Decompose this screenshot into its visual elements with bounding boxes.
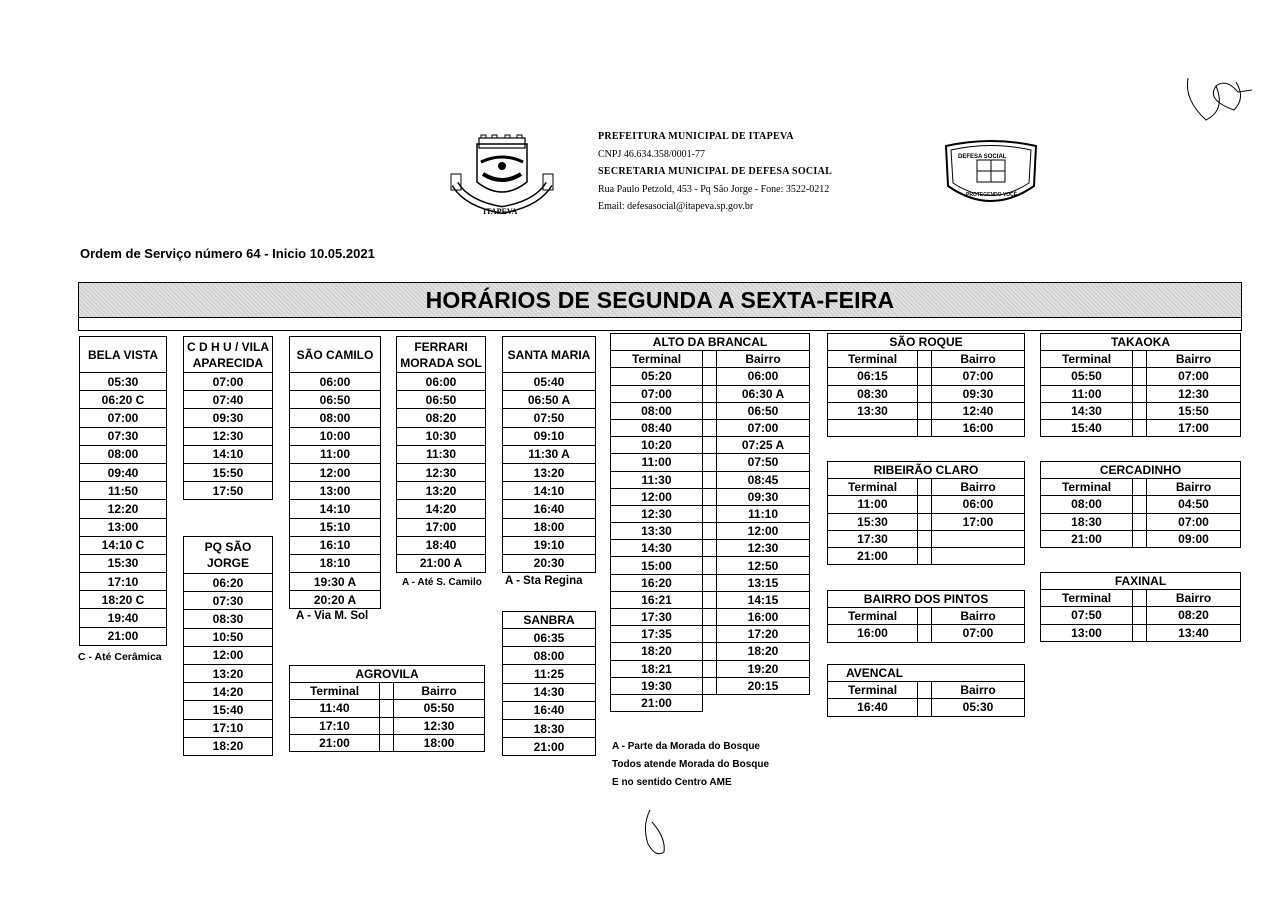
time-cell: 10:50	[183, 629, 273, 647]
sao-roque-title: SÃO ROQUE	[828, 334, 1025, 351]
table-cell: 19:20	[717, 660, 810, 677]
time-cell: 18:20	[183, 738, 273, 756]
time-cell: 16:10	[289, 537, 381, 555]
table-cell: 16:00	[717, 609, 810, 626]
time-cell: 06:50	[396, 391, 486, 409]
table-cell: 08:00	[1041, 496, 1133, 513]
col-bairro: Bairro	[1147, 351, 1241, 368]
ferrari-title-line-1: FERRARI	[414, 339, 468, 354]
time-cell: 13:20	[396, 482, 486, 500]
time-cell: 06:20 C	[79, 391, 167, 409]
table-cell: 16:20	[611, 574, 703, 591]
col-bairro: Bairro	[1147, 479, 1241, 496]
time-cell: 16:40	[502, 500, 596, 518]
ribeirao-claro-table	[827, 461, 1025, 565]
cercadinho-table	[1040, 461, 1241, 548]
table-cell: 16:00	[932, 419, 1025, 436]
time-cell: 05:30	[79, 373, 167, 391]
time-cell: 06:20	[183, 574, 273, 592]
table-cell: 09:00	[1147, 530, 1241, 547]
bela-vista-note: C - Até Cerâmica	[78, 651, 162, 663]
takaoka-table	[1040, 333, 1241, 437]
table-cell: 12:40	[932, 402, 1025, 419]
table-cell: 12:00	[611, 488, 703, 505]
col-terminal: Terminal	[828, 682, 918, 699]
time-cell: 09:30	[183, 409, 273, 427]
time-cell: 11:30	[396, 446, 486, 464]
time-cell: 18:00	[502, 519, 596, 537]
table-cell: 18:20	[611, 643, 703, 660]
time-cell: 11:25	[502, 665, 596, 683]
time-cell: 15:50	[183, 464, 273, 482]
time-cell: 13:00	[289, 482, 381, 500]
table-cell: 13:30	[828, 402, 918, 419]
time-cell: 15:10	[289, 519, 381, 537]
table-cell: 06:00	[717, 368, 810, 385]
table-cell: 05:50	[394, 700, 485, 717]
table-cell: 15:30	[828, 513, 918, 530]
table-cell: 07:00	[932, 625, 1025, 642]
table-cell: 05:20	[611, 368, 703, 385]
col-bairro: Bairro	[932, 479, 1025, 496]
table-cell: 20:15	[717, 677, 810, 694]
time-cell: 09:10	[502, 428, 596, 446]
table-cell: 08:20	[1147, 607, 1241, 624]
takaoka-title: TAKAOKA	[1041, 334, 1241, 351]
time-cell: 12:30	[183, 428, 273, 446]
time-cell: 18:10	[289, 555, 381, 573]
table-cell: 07:00	[611, 385, 703, 402]
table-cell: 11:30	[611, 471, 703, 488]
col-bairro: Bairro	[932, 682, 1025, 699]
table-cell: 04:50	[1147, 496, 1241, 513]
bela-vista-title: BELA VISTA	[79, 336, 167, 373]
table-cell: 15:50	[1147, 402, 1241, 419]
table-cell: 13:00	[1041, 624, 1133, 641]
agrovila-title: AGROVILA	[290, 666, 485, 683]
sanbra-title: SANBRA	[502, 611, 596, 629]
table-cell: 16:40	[828, 699, 918, 716]
sao-camilo-title: SÃO CAMILO	[289, 336, 381, 373]
time-cell: 12:30	[396, 464, 486, 482]
table-cell: 16:21	[611, 591, 703, 608]
time-cell: 06:35	[502, 629, 596, 647]
table-cell	[932, 530, 1025, 547]
defesa-social-seal	[942, 138, 1040, 208]
time-cell: 08:00	[502, 647, 596, 665]
time-cell: 06:00	[289, 373, 381, 391]
table-cell: 21:00	[611, 694, 703, 711]
col-terminal: Terminal	[1041, 479, 1133, 496]
table-cell: 13:40	[1147, 624, 1241, 641]
time-cell: 21:00 A	[396, 555, 486, 573]
time-cell: 14:10	[502, 482, 596, 500]
bairro-dos-pintos-title: BAIRRO DOS PINTOS	[828, 591, 1025, 608]
table-cell	[828, 419, 918, 436]
cdhu-title-line-1: C D H U / VILA	[186, 339, 269, 354]
time-cell: 11:50	[79, 482, 167, 500]
table-cell: 13:15	[717, 574, 810, 591]
agrovila-table	[289, 665, 485, 752]
time-cell: 09:40	[79, 464, 167, 482]
faxinal-title: FAXINAL	[1041, 573, 1241, 590]
time-cell: 08:00	[289, 409, 381, 427]
santa-maria-column	[502, 336, 596, 573]
time-cell: 18:30	[502, 720, 596, 738]
table-cell: 07:00	[1147, 513, 1241, 530]
pq-sao-jorge-title: PQ SÃO JORGE	[183, 536, 273, 574]
time-cell: 14:10 C	[79, 537, 167, 555]
col-terminal: Terminal	[1041, 351, 1133, 368]
service-order-title: Ordem de Serviço número 64 - Inicio 10.05.2021	[80, 246, 375, 261]
time-cell: 17:10	[79, 573, 167, 591]
table-cell: 05:30	[932, 699, 1025, 716]
avencal-table	[827, 664, 1025, 717]
table-cell: 17:00	[1147, 419, 1241, 436]
table-cell	[932, 547, 1025, 564]
table-cell: 14:15	[717, 591, 810, 608]
col-bairro: Bairro	[717, 351, 810, 368]
time-cell: 20:30	[502, 555, 596, 573]
time-cell: 14:20	[396, 500, 486, 518]
col-bairro: Bairro	[932, 608, 1025, 625]
table-cell: 07:50	[717, 454, 810, 471]
col-terminal: Terminal	[828, 608, 918, 625]
time-cell: 17:00	[396, 519, 486, 537]
avencal-title: AVENCAL	[828, 665, 1025, 682]
table-cell: 16:00	[828, 625, 918, 642]
time-cell: 12:00	[183, 647, 273, 665]
table-cell: 12:30	[611, 505, 703, 522]
sao-camilo-column	[289, 336, 381, 609]
table-cell: 17:20	[717, 626, 810, 643]
table-cell: 06:30 A	[717, 385, 810, 402]
time-cell: 13:20	[183, 665, 273, 683]
time-cell: 06:00	[396, 373, 486, 391]
table-cell: 09:30	[932, 385, 1025, 402]
col-bairro: Bairro	[932, 351, 1025, 368]
header-line-4: Rua Paulo Petzold, 453 - Pq São Jorge - Fone: 3522-0212	[598, 183, 830, 195]
table-cell: 15:40	[1041, 419, 1133, 436]
seal-bottom-text: PROTEGENDO VOCÊ	[966, 192, 1018, 198]
cdhu-column	[183, 336, 273, 500]
cercadinho-title: CERCADINHO	[1041, 462, 1241, 479]
schedule-banner: HORÁRIOS DE SEGUNDA A SEXTA-FEIRA	[78, 282, 1242, 318]
table-cell: 17:30	[611, 609, 703, 626]
time-cell: 10:00	[289, 428, 381, 446]
bairro-dos-pintos-table	[827, 590, 1025, 643]
time-cell: 18:40	[396, 537, 486, 555]
sanbra-column	[502, 611, 596, 756]
table-cell: 21:00	[290, 734, 380, 751]
time-cell: 21:00	[502, 738, 596, 756]
table-cell: 21:00	[1041, 530, 1133, 547]
time-cell: 19:10	[502, 537, 596, 555]
time-cell: 19:30 A	[289, 573, 381, 591]
alto-da-brancal-title: ALTO DA BRANCAL	[611, 334, 810, 351]
logo-text: ITAPEVA	[483, 207, 518, 216]
time-cell: 11:00	[289, 446, 381, 464]
header-block	[598, 128, 832, 216]
sao-camilo-note: A - Via M. Sol	[296, 610, 369, 622]
table-cell: 12:00	[717, 523, 810, 540]
table-cell: 07:00	[932, 368, 1025, 385]
time-cell: 21:00	[79, 628, 167, 646]
time-cell: 08:20	[396, 409, 486, 427]
handwritten-mark	[640, 808, 672, 860]
time-cell: 11:30 A	[502, 446, 596, 464]
table-cell: 18:21	[611, 660, 703, 677]
col-terminal: Terminal	[1041, 590, 1133, 607]
table-cell: 17:10	[290, 717, 380, 734]
time-cell: 19:40	[79, 609, 167, 627]
table-cell: 08:40	[611, 419, 703, 436]
table-cell: 10:20	[611, 437, 703, 454]
time-cell: 08:00	[79, 446, 167, 464]
table-cell: 21:00	[828, 547, 918, 564]
time-cell: 07:30	[183, 592, 273, 610]
table-cell: 06:15	[828, 368, 918, 385]
time-cell: 07:00	[183, 373, 273, 391]
alto-da-brancal-note-3: E no sentido Centro AME	[612, 777, 732, 788]
header-line-1: PREFEITURA MUNICIPAL DE ITAPEVA	[598, 131, 794, 142]
table-cell: 15:00	[611, 557, 703, 574]
col-terminal: Terminal	[828, 479, 918, 496]
seal-top-text: DEFESA SOCIAL	[958, 154, 1007, 160]
ferrari-column	[396, 336, 486, 573]
time-cell: 15:30	[79, 555, 167, 573]
col-terminal: Terminal	[611, 351, 703, 368]
table-cell: 17:35	[611, 626, 703, 643]
time-cell: 13:00	[79, 519, 167, 537]
table-cell: 19:30	[611, 677, 703, 694]
time-cell: 18:20 C	[79, 591, 167, 609]
time-cell: 15:40	[183, 701, 273, 719]
table-cell: 07:50	[1041, 607, 1133, 624]
table-cell: 08:45	[717, 471, 810, 488]
time-cell: 05:40	[502, 373, 596, 391]
table-cell: 12:30	[394, 717, 485, 734]
banner-frame	[78, 316, 1242, 331]
table-cell: 06:00	[932, 496, 1025, 513]
alto-da-brancal-note-1: A - Parte da Morada do Bosque	[612, 741, 760, 752]
ribeirao-claro-title: RIBEIRÃO CLARO	[828, 462, 1025, 479]
time-cell: 20:20 A	[289, 591, 381, 609]
sao-roque-table	[827, 333, 1025, 437]
pq-sao-jorge-column	[183, 536, 273, 756]
header-line-2: CNPJ 46.634.358/0001-77	[598, 148, 705, 160]
table-cell: 07:25 A	[717, 437, 810, 454]
ferrari-title-line-2: MORADA SOL	[400, 355, 482, 370]
col-bairro: Bairro	[394, 683, 485, 700]
table-cell: 08:30	[828, 385, 918, 402]
bela-vista-column	[79, 336, 167, 646]
table-cell: 07:00	[1147, 368, 1241, 385]
time-cell: 17:10	[183, 720, 273, 738]
table-cell: 18:20	[717, 643, 810, 660]
time-cell: 07:30	[79, 428, 167, 446]
table-cell: 12:30	[717, 540, 810, 557]
table-cell: 12:30	[1147, 385, 1241, 402]
santa-maria-note: A - Sta Regina	[505, 575, 583, 587]
col-terminal: Terminal	[290, 683, 380, 700]
table-cell: 07:00	[717, 419, 810, 436]
table-cell: 13:30	[611, 523, 703, 540]
header-line-3: SECRETARIA MUNICIPAL DE DEFESA SOCIAL	[598, 166, 833, 177]
itapeva-coat-of-arms-logo	[447, 134, 557, 220]
faxinal-table	[1040, 572, 1241, 642]
time-cell: 07:50	[502, 409, 596, 427]
table-cell: 11:00	[611, 454, 703, 471]
header-line-5: Email: defesasocial@itapeva.sp.gov.br	[598, 201, 754, 212]
time-cell: 16:40	[502, 702, 596, 720]
time-cell: 14:10	[289, 500, 381, 518]
table-cell: 11:40	[290, 700, 380, 717]
col-terminal: Terminal	[828, 351, 918, 368]
table-cell: 14:30	[1041, 402, 1133, 419]
table-cell: 08:00	[611, 402, 703, 419]
time-cell: 07:40	[183, 391, 273, 409]
table-cell: 18:30	[1041, 513, 1133, 530]
table-cell: 09:30	[717, 488, 810, 505]
santa-maria-title: SANTA MARIA	[502, 336, 596, 373]
cdhu-title-line-2: APARECIDA	[192, 355, 264, 370]
table-cell: 11:10	[717, 505, 810, 522]
time-cell: 12:00	[289, 464, 381, 482]
ferrari-note: A - Até S. Camilo	[402, 577, 482, 588]
time-cell: 14:20	[183, 683, 273, 701]
table-cell: 11:00	[828, 496, 918, 513]
time-cell: 14:10	[183, 446, 273, 464]
time-cell: 06:50 A	[502, 391, 596, 409]
col-bairro: Bairro	[1147, 590, 1241, 607]
table-cell: 17:00	[932, 513, 1025, 530]
handwritten-signature	[1176, 70, 1256, 130]
time-cell: 14:30	[502, 684, 596, 702]
time-cell: 17:50	[183, 482, 273, 500]
time-cell: 08:30	[183, 610, 273, 628]
time-cell: 07:00	[79, 409, 167, 427]
table-cell: 18:00	[394, 734, 485, 751]
table-cell: 11:00	[1041, 385, 1133, 402]
table-cell: 05:50	[1041, 368, 1133, 385]
time-cell: 12:20	[79, 500, 167, 518]
time-cell: 06:50	[289, 391, 381, 409]
alto-da-brancal-note-2: Todos atende Morada do Bosque	[612, 759, 770, 770]
table-cell: 17:30	[828, 530, 918, 547]
time-cell: 13:20	[502, 464, 596, 482]
alto-da-brancal-table	[610, 333, 810, 712]
table-cell: 12:50	[717, 557, 810, 574]
time-cell: 10:30	[396, 428, 486, 446]
table-cell: 06:50	[717, 402, 810, 419]
table-cell: 14:30	[611, 540, 703, 557]
